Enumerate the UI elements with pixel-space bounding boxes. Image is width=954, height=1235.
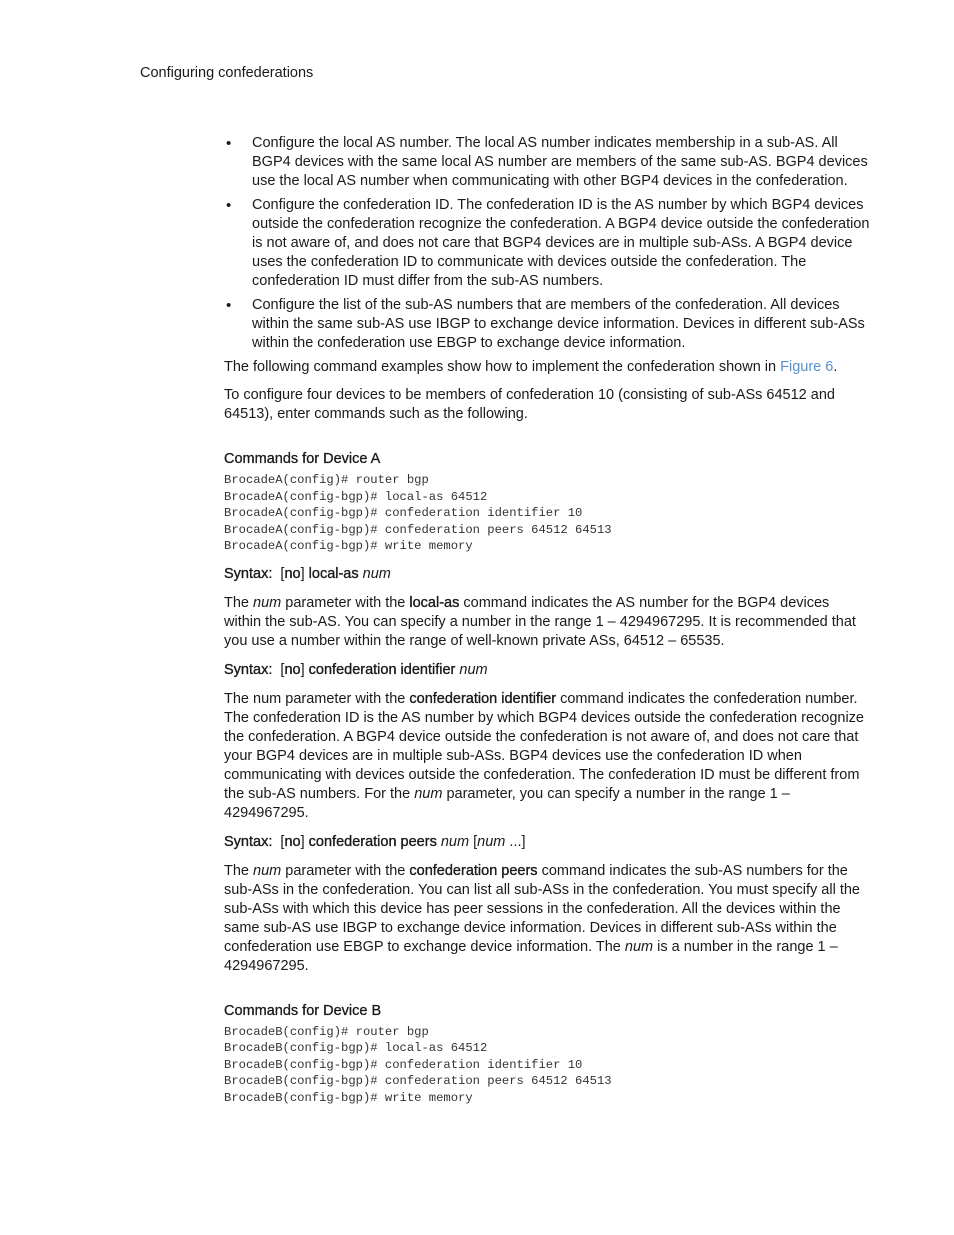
list-item: • Configure the list of the sub-AS numbers that are members of the confederation. All devices within the same sub-AS use IBGP to exchange device information. Devices in different sub-ASs within the confederation use EBGP to exchange device information. <box>226 297 865 351</box>
confederation-peers-description: The num parameter with the confederation peers command indicates the sub-AS numbers for the sub-ASs in the confederation. You can list all sub-ASs in the confederation. You must specify all the sub-ASs with which this device has peer sessions in the confederation. All the devices within the same sub-AS use IBGP to exchange device information. Devices in different sub-ASs within the confederation use EBGP to exchange device information. The num is a number in the range 1 – 4294967295. <box>224 862 860 974</box>
device-a-code-block: BrocadeA(config)# router bgp BrocadeA(config-bgp)# local-as 64512 BrocadeA(config-bgp)# confederation identifier 10 BrocadeA(config-bgp)# confederation peers 64512 64513 BrocadeA(config-bgp)# write memory <box>224 473 612 553</box>
list-item: • Configure the confederation ID. The confederation ID is the AS number by which BGP4 devices outside the confederation recognize the confederation. A BGP4 device outside the confederation is not aware of, and does not care that BGP4 devices are in multiple sub-ASs. A BGP4 device uses the confederation ID to communicate with devices outside the confederation. The confederation ID must differ from the sub-AS numbers. <box>226 197 870 289</box>
page-body <box>224 134 870 1116</box>
device-b-heading: Commands for Device B <box>224 1002 382 1019</box>
bullet-icon: • <box>226 197 232 214</box>
intro-paragraph: The following command examples show how to implement the confederation shown in Figure 6. <box>224 359 838 375</box>
device-a-heading: Commands for Device A <box>224 451 381 467</box>
running-header: Configuring confederations <box>140 65 314 81</box>
bullet-icon: • <box>226 297 232 314</box>
bullet-icon: • <box>226 135 232 152</box>
syntax-confederation-identifier: Syntax: [no] confederation identifier num <box>224 661 488 678</box>
instruction-paragraph: To configure four devices to be members of confederation 10 (consisting of sub-ASs 64512 and 64513), enter commands such as the following. <box>224 387 835 422</box>
confederation-identifier-description: The num parameter with the confederation identifier command indicates the confederation number. The confederation ID is the AS number by which BGP4 devices outside the confederation recognize the confederation. A BGP4 device outside the confederation is not aware of, and does not care that your BGP4 devices are in multiple sub-ASs. BGP4 devices use the confederation ID when communicating with devices outside the confederation. The confederation ID must be different from the sub-AS numbers. For the num parameter, you can specify a number in the range 1 – 4294967295. <box>224 690 864 821</box>
syntax-local-as: Syntax: [no] local-as num <box>224 565 391 582</box>
syntax-confederation-peers: Syntax: [no] confederation peers num [num ...] <box>224 833 526 850</box>
list-item: • Configure the local AS number. The local AS number indicates membership in a sub-AS. All BGP4 devices with the same local AS number are members of the same sub-AS. BGP4 devices use the local AS number when communicating with other BGP4 devices in the confederation. <box>226 135 868 189</box>
local-as-description: The num parameter with the local-as command indicates the AS number for the BGP4 devices within the sub-AS. You can specify a number in the range 1 – 4294967295. It is recommended that you use a number within the range of well-known private ASs, 64512 – 65535. <box>224 594 856 649</box>
device-b-code-block: BrocadeB(config)# router bgp BrocadeB(config-bgp)# local-as 64512 BrocadeB(config-bgp)# confederation identifier 10 BrocadeB(config-bgp)# confederation peers 64512 64513 BrocadeB(config-bgp)# write memory <box>224 1024 612 1105</box>
bullet-list <box>224 134 870 353</box>
figure-link[interactable]: Figure 6 <box>780 359 834 375</box>
